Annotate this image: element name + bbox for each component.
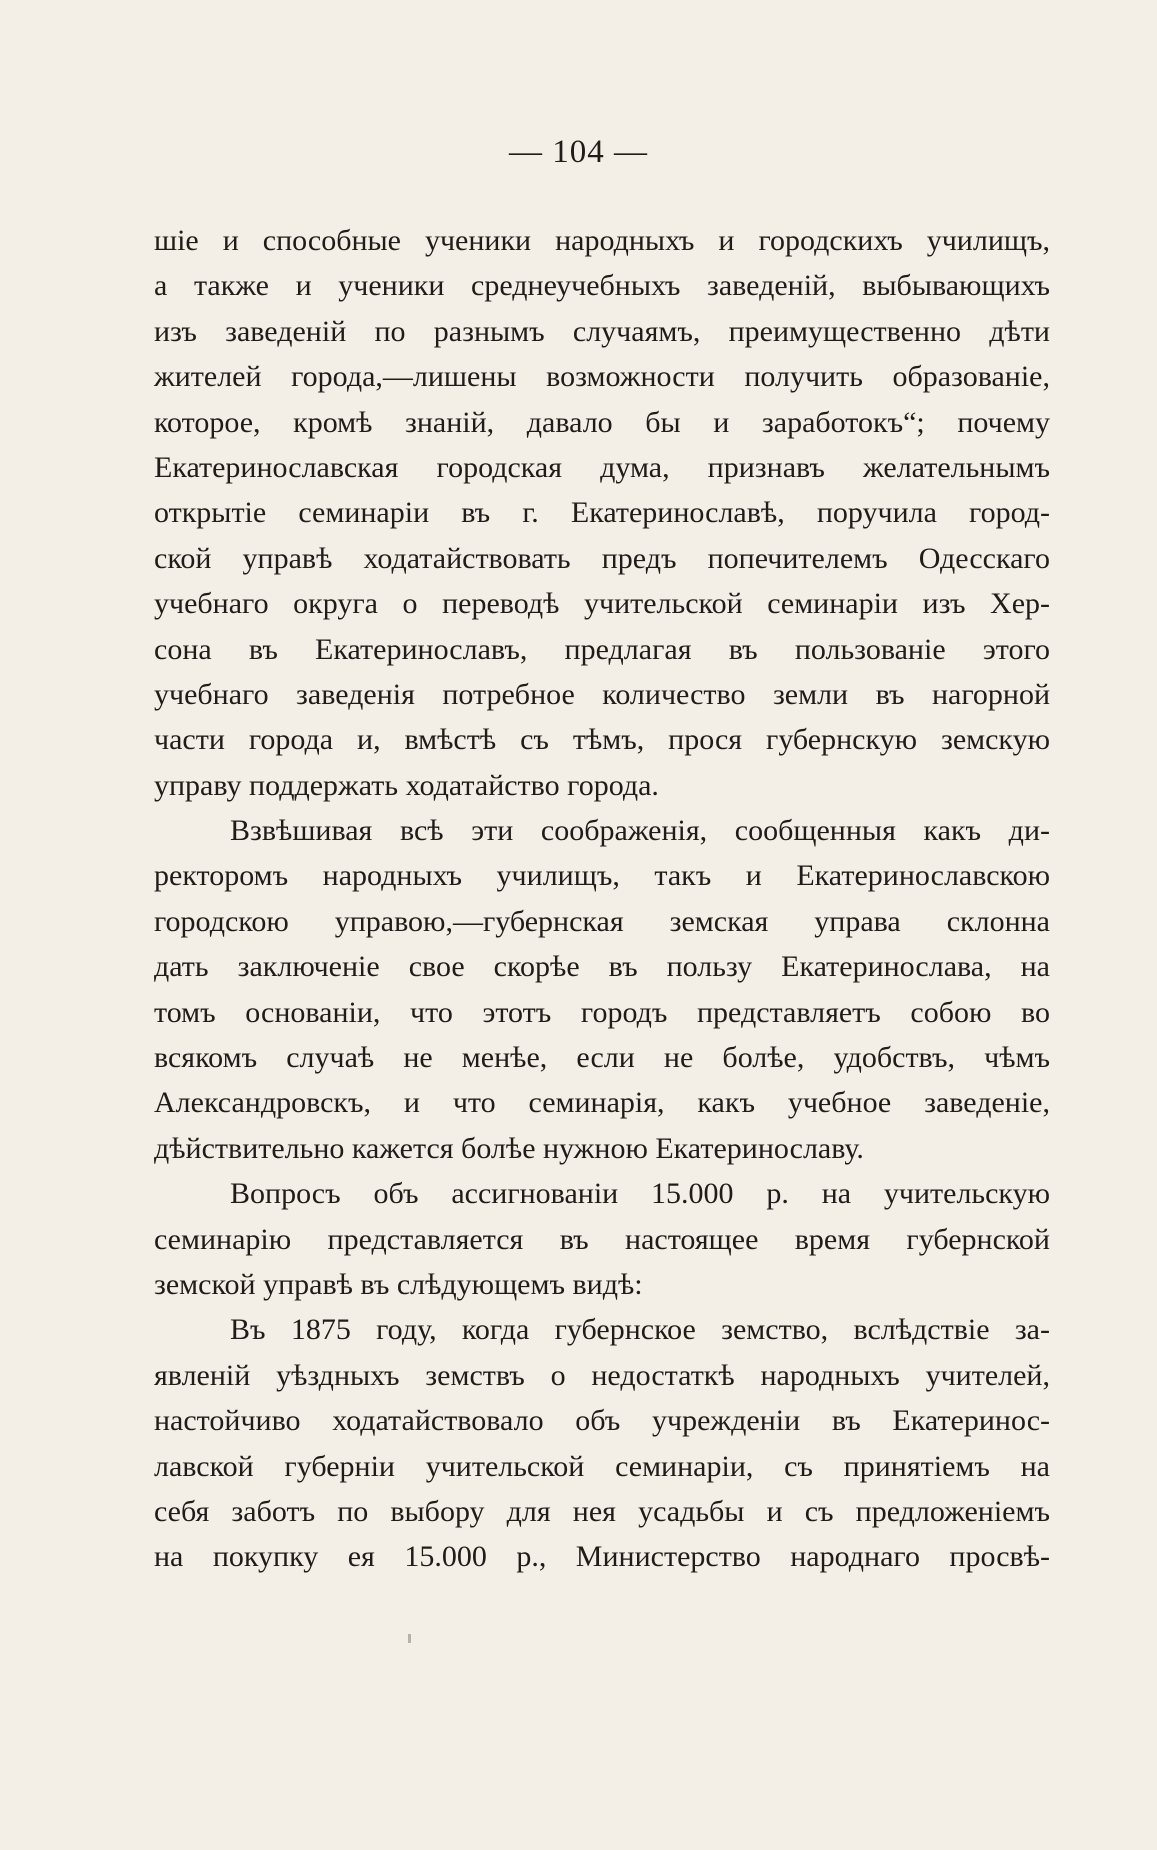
text-line: лавской губерніи учительской семинаріи, съ принятіемъ на	[154, 1449, 1050, 1483]
paragraph-start-line: Въ 1875 году, когда губернское земство, вслѣдствіе за-	[230, 1313, 1050, 1347]
text-line: настойчиво ходатайствовало объ учрежденіи въ Екатеринос-	[154, 1404, 1050, 1438]
text-line: на покупку ея 15.000 р., Министерство народнаго просвѣ-	[154, 1540, 1050, 1574]
text-line: дѣйствительно кажется болѣе нужною Екатеринославу.	[154, 1131, 864, 1165]
text-line: управу поддержать ходатайство города.	[154, 768, 659, 802]
text-line: явленій уѣздныхъ земствъ о недостаткѣ народныхъ учителей,	[154, 1358, 1050, 1392]
text-line: всякомъ случаѣ не менѣе, если не болѣе, удобствъ, чѣмъ	[154, 1041, 1050, 1075]
paragraph-start-line: Вопросъ объ ассигнованіи 15.000 р. на учительскую	[230, 1177, 1050, 1211]
text-line: дать заключеніе свое скорѣе въ пользу Екатеринослава, на	[154, 950, 1050, 984]
scan-mark	[408, 1634, 411, 1643]
page-number: — 104 —	[509, 134, 648, 170]
text-line: изъ заведеній по разнымъ случаямъ, преимущественно дѣти	[154, 314, 1050, 348]
text-line: городскою управою,—губернская земская управа склонна	[154, 904, 1050, 938]
text-line: которое, кромѣ знаній, давало бы и заработокъ“; почему	[154, 405, 1050, 439]
text-line: а также и ученики среднеучебныхъ заведеній, выбывающихъ	[154, 269, 1050, 303]
text-line: ской управѣ ходатайствовать предъ попечителемъ Одесскаго	[154, 541, 1050, 575]
text-line: открытіе семинаріи въ г. Екатеринославѣ, поручила город-	[154, 496, 1050, 530]
text-line: семинарію представляется въ настоящее время губернской	[154, 1222, 1050, 1256]
paragraph-start-line: Взвѣшивая всѣ эти соображенія, сообщенныя какъ ди-	[230, 814, 1050, 848]
text-line: жителей города,—лишены возможности получить образованіе,	[154, 360, 1050, 394]
text-line: сона въ Екатеринославъ, предлагая въ пользованіе этого	[154, 632, 1050, 666]
text-line: шіе и способные ученики народныхъ и городскихъ училищъ,	[154, 224, 1050, 257]
text-line: себя заботъ по выбору для нея усадьбы и съ предложеніемъ	[154, 1494, 1050, 1528]
text-line: земской управѣ въ слѣдующемъ видѣ:	[154, 1267, 643, 1301]
text-line: учебнаго округа о переводѣ учительской семинаріи изъ Хер-	[154, 587, 1050, 621]
text-line: Екатеринославская городская дума, признавъ желательнымъ	[154, 450, 1050, 484]
text-line: части города и, вмѣстѣ съ тѣмъ, прося губернскую земскую	[154, 723, 1050, 757]
body-text	[154, 218, 1050, 1580]
text-line: томъ основаніи, что этотъ городъ представляетъ собою во	[154, 995, 1050, 1029]
text-line: Александровскъ, и что семинарія, какъ учебное заведеніе,	[154, 1086, 1050, 1120]
text-line: ректоромъ народныхъ училищъ, такъ и Екатеринославскою	[154, 859, 1050, 893]
text-line: учебнаго заведенія потребное количество земли въ нагорной	[154, 677, 1050, 711]
